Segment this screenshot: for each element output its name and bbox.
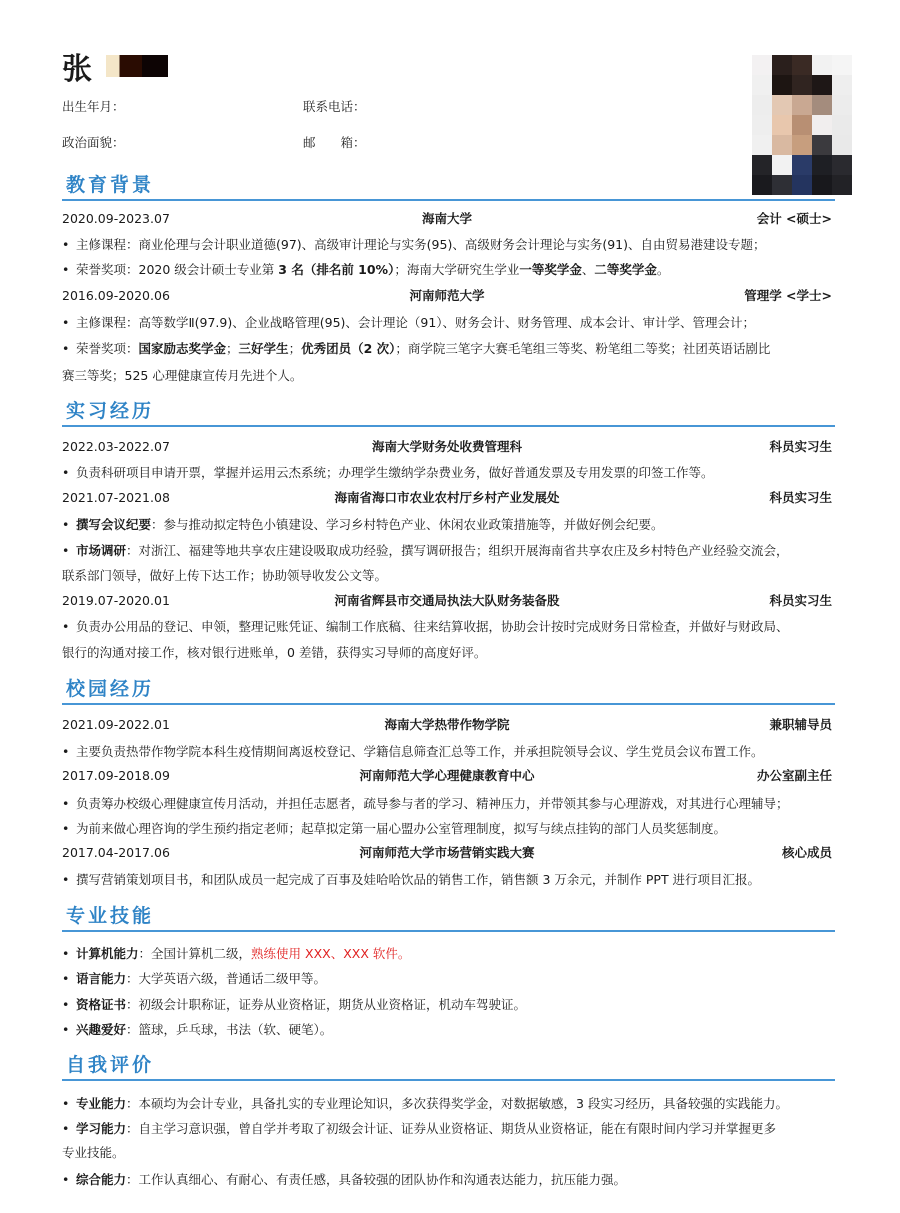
honor-text: 三好学生 (238, 341, 289, 356)
bullet-item (62, 867, 837, 892)
entry-text: ：参与推动拟定特色小镇建设、学习乡村特色产业、休闲农业政策措施等，并做好例会纪要。 (151, 517, 664, 532)
bullet-label: 市场调研 (76, 543, 127, 558)
entry-date: 2021.09-2022.01 (62, 717, 170, 732)
entry-role: 科员实习生 (769, 593, 832, 608)
education-title: 教育背景 (66, 174, 155, 196)
entry-org: 河南师范大学 (409, 288, 485, 303)
honor-text: 优秀团员（2 次） (301, 341, 396, 356)
entry-org: 海南大学热带作物学院 (384, 717, 510, 732)
skill-text: ：初级会计职称证，证券从业资格证，期货从业资格证，机动车驾驶证。 (126, 997, 527, 1012)
politics-label: 政治面貌： (62, 135, 125, 150)
bullet-dot: • (62, 341, 70, 356)
entry-role: 科员实习生 (769, 490, 832, 505)
skill-highlight: 熟练使用 XXX、XXX 软件。 (251, 946, 411, 961)
entry-date: 2020.09-2023.07 (62, 211, 170, 226)
skill-text: ：全国计算机二级， (138, 946, 252, 961)
skill-text: ：篮球，乒乓球，书法（软、硬笔）。 (126, 1022, 333, 1037)
bullet-dot: • (62, 237, 70, 252)
bullet-dot: • (62, 1022, 70, 1037)
honor-text: 3 名（排名前 10%） (278, 262, 395, 277)
redacted-name-block (106, 55, 168, 77)
bullet-item (62, 310, 837, 335)
self-eval-title: 自我评价 (66, 1054, 155, 1076)
education-divider (62, 199, 835, 201)
honor-text: 一等奖学金 (519, 262, 582, 277)
self-eval-text: 专业技能。 (62, 1145, 125, 1160)
self-eval-text: ：工作认真细心、有耐心、有责任感，具备较强的团队协作和沟通表达能力，抗压能力强。 (126, 1172, 627, 1187)
honor-text: ；海南大学研究生学业 (394, 262, 520, 277)
bullet-label: 语言能力 (76, 971, 127, 986)
entry-text: 联系部门领导，做好上传下达工作；协助领导收发公文等。 (62, 568, 388, 583)
skill-text: ：大学英语六级，普通话二级甲等。 (126, 971, 327, 986)
internship-entry-header (62, 437, 832, 457)
entry-text: 负责科研项目申请开票，掌握并运用云杰系统；办理学生缴纳学杂费业务，做好普通发票及专用发票的印签工作等。 (76, 465, 714, 480)
bullet-dot: • (62, 971, 70, 986)
bullet-item (62, 232, 837, 257)
bullet-item (62, 460, 837, 485)
candidate-name (62, 44, 168, 88)
campus-title: 校园经历 (66, 678, 155, 700)
entry-text: 银行的沟通对接工作，核对银行进账单，0 差错，获得实习导师的高度好评。 (62, 645, 487, 660)
skills-title: 专业技能 (66, 905, 155, 927)
bullet-dot: • (62, 1096, 70, 1111)
bullet-item (62, 739, 837, 764)
entry-date: 2017.04-2017.06 (62, 845, 170, 860)
profile-photo (752, 55, 852, 195)
campus-entry-header (62, 715, 832, 735)
entry-text: 负责办公用品的登记、申领，整理记账凭证、编制工作底稿、往来结算收据，协助会计按时完成财务日常检查，并做好与财政局、 (76, 619, 789, 634)
honor-text: ； (226, 341, 239, 356)
bullet-label: 计算机能力 (76, 946, 139, 961)
entry-org: 河南师范大学市场营销实践大赛 (359, 845, 535, 860)
phone-label: 联系电话： (303, 99, 366, 114)
bullet-item (62, 257, 837, 282)
bullet-dot: • (62, 1172, 70, 1187)
bullet-dot: • (62, 796, 70, 811)
bullet-dot: • (62, 821, 70, 836)
self-eval-text: ：自主学习意识强，曾自学并考取了初级会计证、证券从业资格证、期货从业资格证，能在有限时间内学习并掌握更多 (126, 1121, 777, 1136)
entry-org: 海南大学财务处收费管理科 (371, 439, 522, 454)
bullet-continuation (62, 363, 837, 388)
entry-role: 会计 <硕士> (756, 211, 832, 226)
internship-title: 实习经历 (66, 400, 155, 422)
name-text: 张 (62, 52, 94, 87)
bullet-item (62, 992, 837, 1017)
bullet-continuation (62, 1140, 837, 1165)
bullet-label: 兴趣爱好 (76, 1022, 127, 1037)
honor-text: 国家励志奖学金 (138, 341, 227, 356)
entry-text: ：对浙江、福建等地共享农庄建设吸取成功经验，撰写调研报告；组织开展海南省共享农庄及乡村特色产业经验交流会， (126, 543, 789, 558)
honor-text: 。 (656, 262, 670, 277)
bullet-item (62, 512, 837, 537)
entry-role: 管理学 <学士> (744, 288, 832, 303)
courses-text: 主修课程：高等数学Ⅱ(97.9)、企业战略管理(95)、会计理论（91）、财务会计、财务管理、成本会计、审计学、管理会计； (76, 315, 756, 330)
entry-org: 海南大学 (421, 211, 472, 226)
entry-date: 2017.09-2018.09 (62, 768, 170, 783)
entry-text: 主要负责热带作物学院本科生疫情期间离返校登记、学籍信息筛查汇总等工作，并承担院领导会议、学生党员会议布置工作。 (76, 744, 764, 759)
entry-date: 2016.09-2020.06 (62, 288, 170, 303)
bullet-dot: • (62, 744, 70, 759)
bullet-item (62, 614, 837, 639)
bullet-item (62, 791, 837, 816)
bullet-item (62, 336, 837, 361)
email-label: 邮 箱： (303, 135, 366, 150)
bullet-label: 综合能力 (76, 1172, 127, 1187)
entry-date: 2022.03-2022.07 (62, 439, 170, 454)
entry-role: 核心成员 (781, 845, 832, 860)
education-entry-header (62, 209, 832, 229)
bullet-item (62, 966, 837, 991)
entry-role: 办公室副主任 (756, 768, 832, 783)
bullet-label: 撰写会议纪要 (76, 517, 152, 532)
internship-divider (62, 425, 835, 427)
honor-text: ；商学院三笔字大赛毛笔组三等奖、粉笔组二等奖；社团英语话剧比 (395, 341, 771, 356)
campus-entry-header (62, 843, 832, 863)
birth-label: 出生年月： (62, 99, 125, 114)
bullet-dot: • (62, 543, 70, 558)
campus-divider (62, 703, 835, 705)
honor-text: 赛三等奖；525 心理健康宣传月先进个人。 (62, 368, 303, 383)
bullet-dot: • (62, 465, 70, 480)
bullet-item (62, 1091, 837, 1116)
honor-text: 荣誉奖项：2020 级会计硕士专业第 (76, 262, 279, 277)
bullet-dot: • (62, 262, 70, 277)
bullet-label: 学习能力 (76, 1121, 127, 1136)
bullet-dot: • (62, 946, 70, 961)
skills-divider (62, 930, 835, 932)
bullet-dot: • (62, 315, 70, 330)
internship-entry-header (62, 591, 832, 611)
bullet-item (62, 941, 837, 966)
entry-text: 负责筹办校级心理健康宣传月活动，并担任志愿者，疏导参与者的学习、精神压力，并带领其参与心理游戏，对其进行心理辅导； (76, 796, 789, 811)
self-eval-divider (62, 1079, 835, 1081)
honor-text: 、 (581, 262, 595, 277)
courses-text: 主修课程：商业伦理与会计职业道德(97)、高级审计理论与实务(95)、高级财务会计理论与实务(91)、自由贸易港建设专题； (76, 237, 766, 252)
education-entry-header (62, 286, 832, 306)
bullet-item (62, 538, 837, 563)
entry-role: 兼职辅导员 (769, 717, 832, 732)
entry-role: 科员实习生 (769, 439, 832, 454)
bullet-label: 专业能力 (76, 1096, 127, 1111)
bullet-item (62, 1017, 837, 1042)
entry-text: 撰写营销策划项目书，和团队成员一起完成了百事及娃哈哈饮品的销售工作，销售额 3 万余元，并制作 PPT 进行项目汇报。 (76, 872, 761, 887)
bullet-dot: • (62, 619, 70, 634)
bullet-continuation (62, 640, 837, 665)
bullet-continuation (62, 563, 837, 588)
entry-org: 河南师范大学心理健康教育中心 (359, 768, 535, 783)
bullet-dot: • (62, 1121, 70, 1136)
campus-entry-header (62, 766, 832, 786)
honor-text: ； (288, 341, 302, 356)
self-eval-text: ：本硕均为会计专业，具备扎实的专业理论知识，多次获得奖学金，对数据敏感，3 段实习经历，具备较强的实践能力。 (126, 1096, 788, 1111)
entry-org: 河南省辉县市交通局执法大队财务装备股 (334, 593, 560, 608)
internship-entry-header (62, 488, 832, 508)
bullet-label: 资格证书 (76, 997, 127, 1012)
bullet-item (62, 1116, 837, 1141)
bullet-dot: • (62, 997, 70, 1012)
bullet-item (62, 1167, 837, 1192)
entry-date: 2019.07-2020.01 (62, 593, 170, 608)
entry-org: 海南省海口市农业农村厅乡村产业发展处 (334, 490, 560, 505)
honor-text: 荣誉奖项： (76, 341, 139, 356)
entry-date: 2021.07-2021.08 (62, 490, 170, 505)
honor-text: 二等奖学金 (594, 262, 657, 277)
bullet-item (62, 816, 837, 841)
bullet-dot: • (62, 517, 70, 532)
bullet-dot: • (62, 872, 70, 887)
entry-text: 为前来做心理咨询的学生预约指定老师；起草拟定第一届心盟办公室管理制度，拟写与续点挂钩的部门人员奖惩制度。 (76, 821, 727, 836)
